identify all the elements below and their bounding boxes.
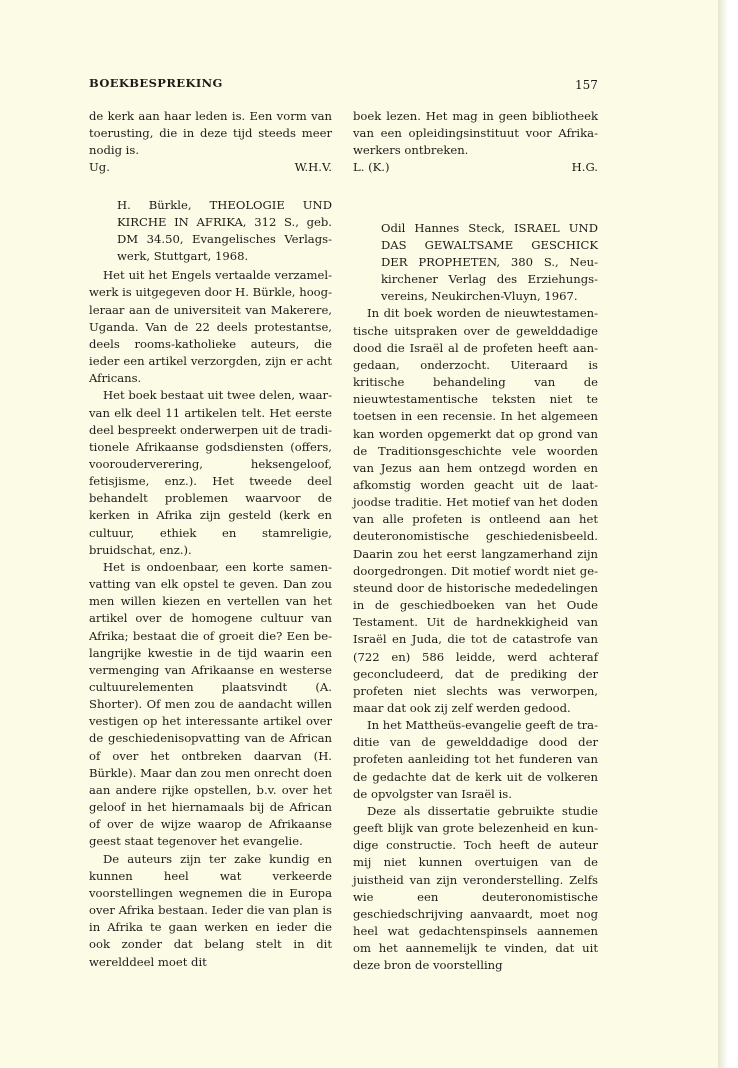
signature-initials: H.G.	[571, 160, 598, 175]
review-paragraph: De auteurs zijn ter zake kundig en kunnen heel wat verkeerde voorstellingen wegnemen die in Europa over Afrika bestaan. Ieder die van plan is in Afrika te gaan werken en ieder die ook zonder dat belang stelt in dit werelddeel moet dit	[89, 851, 332, 969]
signature-initials: W.H.V.	[294, 160, 332, 175]
book-reference: Odil Hannes Steck, ISRAEL UND DAS GEWALTSAME GESCHICK DER PROPHETEN, 380 S., Neukirchener Verlag des Erziehungsvereins, Neukirchen-Vluyn, 1967.	[381, 220, 598, 304]
signature-place: Ug.	[89, 160, 110, 175]
book-reference: H. Bürkle, THEOLOGIE UND KIRCHE IN AFRIKA, 312 S., geb. DM 34.50, Evangelisches Verlagswerk, Stuttgart, 1968.	[117, 197, 332, 264]
page-number: 157	[575, 78, 598, 92]
review-paragraph: Deze als dissertatie gebruikte studie geeft blijk van grote belezenheid en kundige constructie. Toch heeft de auteur mij niet kunnen overtuigen van de juistheid van zijn veronderstelling. Zelfs wie een deuteronomistische geschiedschrijving aanvaardt, moet nog heel wat gedachtenspinsels aannemen om het aannemelijk te vinden, dat uit deze bron de voorstelling	[353, 803, 598, 973]
running-header-title: BOEKBESPREKING	[89, 76, 223, 90]
left-column	[89, 108, 332, 971]
review-paragraph: Het uit het Engels vertaalde verzamelwerk is uitgegeven door H. Bürkle, hoogleraar aan de universiteit van Makerere, Uganda. Van de 22 deels protestantse, deels rooms-katholieke auteurs, die ieder een artikel verzorgden, zijn er acht Africans.	[89, 268, 332, 386]
review-paragraph: Het boek bestaat uit twee delen, waarvan elk deel 11 artikelen telt. Het eerste deel bespreekt onderwerpen uit de traditionele Afrikaanse godsdiensten (offers, voorouderverering, heksengeloof, fetisjisme, enz.). Het tweede deel behandelt problemen waarvoor de kerken in Afrika zijn gesteld (kerk en cultuur, ethiek en stamreligie, bruidschat, enz.).	[89, 388, 332, 557]
review-ending-text: boek lezen. Het mag in geen bibliotheek van een opleidingsinstituut voor Afrikawerkers ontbreken.	[353, 109, 598, 158]
right-column	[353, 108, 598, 975]
review-paragraph: In het Mattheüs-evangelie geeft de traditie van de gewelddadige dood der profeten aanleiding tot het funderen van de gedachte dat de kerk uit de volkeren de opvolgster van Israël is.	[353, 718, 598, 801]
review-signature	[89, 159, 332, 176]
review-signature	[353, 159, 598, 176]
review-paragraph: Het is ondoenbaar, een korte samenvatting van elk opstel te geven. Dan zou men willen kiezen en vertellen van het artikel over de homogene cultuur van Afrika; bestaat die of groeit die? Een belangrijke kwestie in de tijd waarin een vermenging van Afrikaanse en westerse cultuurelementen plaatsvindt (A. Shorter). Of men zou de aandacht willen vestigen op het interessante artikel over de geschiedenisopvatting van de African of over het ontbreken daarvan (H. Bürkle). Maar dan zou men onrecht doen aan andere rijke opstellen, b.v. over het geloof in het hiernamaals bij de African of over de wijze waarop de Afrikaanse geest staat tegenover het evangelie.	[89, 559, 332, 849]
review-paragraph: In dit boek worden de nieuwtestamentische uitspraken over de gewelddadige dood die Israël al de profeten heeft aangedaan, onderzocht. Uiteraard is kritische behandeling van de nieuwtestamentische teksten niet te toetsen in een recensie. In het algemeen kan worden opgemerkt dat op grond van de Traditionsgeschichte vele woorden van Jezus aan hem ontzegd worden en afkomstig worden geacht uit de laat-joodse traditie. Het motief van het doden van alle profeten is ontleend aan het deuteronomistische geschiedenisbeeld. Daarin zou het eerst langzamerhand zijn doorgedrongen. Dit motief wordt niet gesteund door de historische mededelingen in de geschiedboeken van het Oude Testament. Uit de hardnekkigheid van Israël en Juda, die tot de catastrofe van (722 en) 586 leidde, werd achteraf geconcludeerd, dat de prediking der profeten niet slechts was verworpen, maar dat ook zij zelf werden gedood.	[353, 306, 598, 715]
signature-place: L. (K.)	[353, 160, 390, 175]
review-ending-text: de kerk aan haar leden is. Een vorm van toerusting, die in deze tijd steeds meer nodig is.	[89, 109, 332, 158]
page-edge	[718, 0, 738, 1068]
